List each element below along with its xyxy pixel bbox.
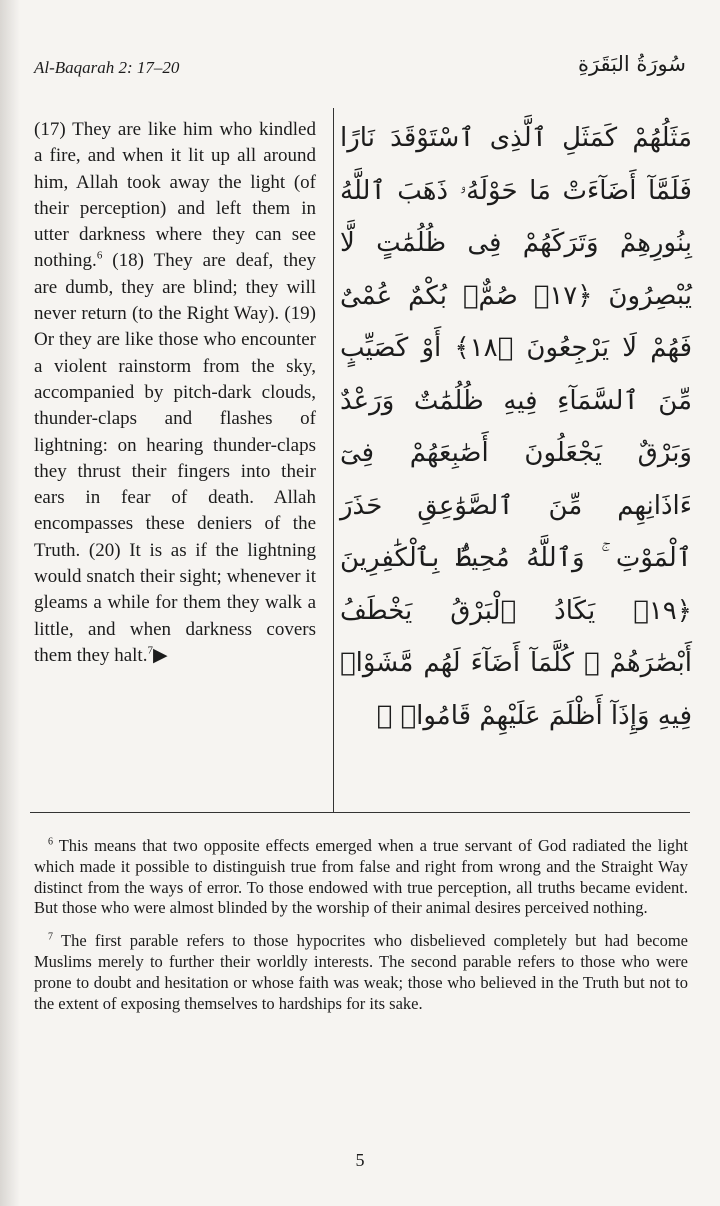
footnote-number: 6 bbox=[48, 836, 53, 848]
footnote-7 bbox=[34, 931, 688, 1014]
surah-title-arabic: سُورَةُ البَقَرَةِ bbox=[577, 52, 686, 76]
translation-column bbox=[34, 117, 316, 669]
translation-text-part-2: (18) They are deaf, they are dumb, they are blind; they will never return (to the Right Way). (19) Or they are like those who encounter a violent rainstorm from the sky, accompanied by pitch-dark clouds, thunder-claps and flashes of lightning: on hearing thunder-claps they thrust their fingers into their ears in fear of death. Allah encompasses these deniers of the Truth. (20) It is as if the lightning would snatch their sight; whenever it gleams a while for them they walk a little, and when darkness covers them they halt. bbox=[34, 250, 316, 666]
continue-arrow-icon: ▶ bbox=[152, 644, 168, 666]
column-divider bbox=[333, 108, 334, 812]
arabic-text-column: مَثَلُهُمْ كَمَثَلِ ٱلَّذِى ٱسْتَوْقَدَ نَارًا فَلَمَّآ أَضَآءَتْ مَا حَوْلَهُۥ ذَهَبَ ٱللَّهُ بِنُورِهِمْ وَتَرَكَهُمْ فِى ظُلُمَٰتٍ لَّا يُبْصِرُونَ ﴿١٧﴾ صُمٌّۢ بُكْمٌ عُمْىٌ فَهُمْ لَا يَرْجِعُونَ ﴿١٨﴾ أَوْ كَصَيِّبٍ مِّنَ ٱلسَّمَآءِ فِيهِ ظُلُمَٰتٌ وَرَعْدٌ وَبَرْقٌ يَجْعَلُونَ أَصَٰبِعَهُمْ فِىٓ ءَاذَانِهِم مِّنَ ٱلصَّوَٰعِقِ حَذَرَ ٱلْمَوْتِ ۚ وَٱللَّهُ مُحِيطٌۢ بِٱلْكَٰفِرِينَ ﴿١٩﴾ يَكَادُ ٱلْبَرْقُ يَخْطَفُ أَبْصَٰرَهُمْ ۖ كُلَّمَآ أَضَآءَ لَهُم مَّشَوْا۟ فِيهِ وَإِذَآ أَظْلَمَ عَلَيْهِمْ قَامُوا۟ ۚ bbox=[340, 123, 693, 731]
footnote-number: 7 bbox=[48, 931, 53, 943]
footnotes bbox=[34, 836, 688, 1026]
running-head bbox=[34, 52, 686, 88]
footnote-6 bbox=[34, 836, 688, 919]
verse-reference: Al-Baqarah 2: 17–20 bbox=[34, 58, 180, 77]
page-number: 5 bbox=[355, 1150, 365, 1170]
page-binding-shadow bbox=[0, 0, 20, 1206]
translation-text-part-1: (17) They are like him who kindled a fire, and when it lit up all around him, Allah took away the light (of their perception) and left them in utter darkness where they can see nothing. bbox=[34, 119, 316, 272]
footnote-ref-7[interactable]: 7 bbox=[147, 644, 153, 657]
footnote-text: The first parable refers to those hypocrites who disbelieved completely but had become Muslims merely to further their worldly interests. The second parable refers to those who were prone to doubt and hesitation or whose faith was weak; those who believed in the Truth but not to the extent of exposing themselves to hardships for its sake. bbox=[34, 931, 689, 1013]
footnote-separator bbox=[30, 812, 690, 813]
footnote-ref-6[interactable]: 6 bbox=[96, 250, 103, 263]
footnote-text: This means that two opposite effects emerged when a true servant of God radiated the light which made it possible to distinguish true from false and right from wrong and the Straight Way distinct from the ways of error. To those endowed with true perception, all truths became evident. But those who were almost blinded by the worship of their animal desires perceived nothing. bbox=[34, 836, 688, 918]
